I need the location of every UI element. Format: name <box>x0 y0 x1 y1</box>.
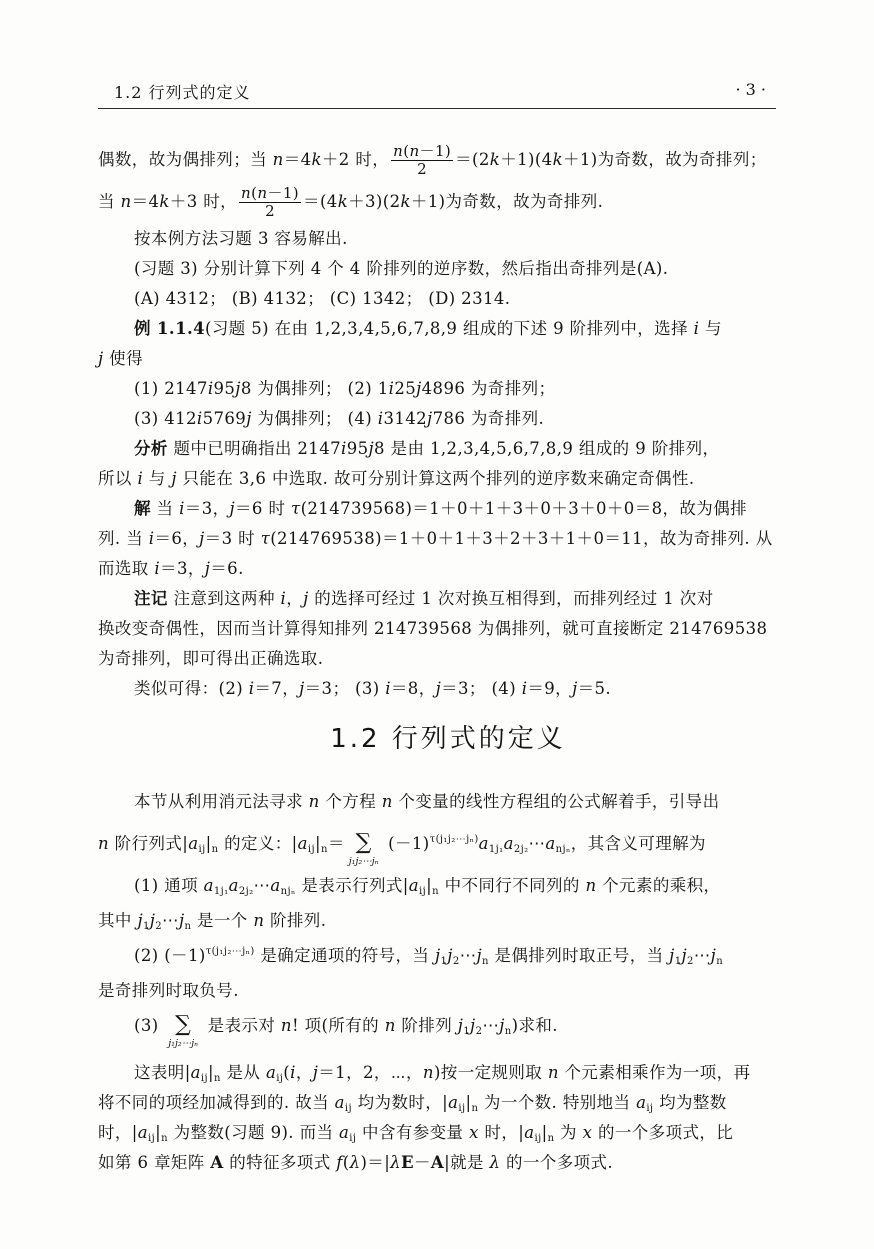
subscript: 1 <box>674 956 682 967</box>
math-symbol: i <box>385 679 391 698</box>
page-number: · 3 · <box>735 80 766 99</box>
text-run: 的特征多项式 <box>223 1153 337 1172</box>
paragraph-line <box>98 906 798 936</box>
text-run: 均为数时，| <box>352 1093 449 1112</box>
text-run: | <box>208 1063 214 1082</box>
math-symbol: i <box>280 589 287 608</box>
math-symbol: i <box>196 409 203 428</box>
text-run: 本节从利用消元法寻求 <box>134 792 309 811</box>
paragraph-line <box>98 976 798 1006</box>
text-run: 3142 <box>383 409 428 428</box>
text-run: 的定义：| <box>218 834 298 853</box>
math-symbol: a <box>297 834 308 853</box>
text-run: ＝9， <box>527 679 573 698</box>
subscript: 2 <box>475 1026 483 1037</box>
bold-text: E <box>401 1153 415 1172</box>
text-run: ＝6， <box>154 529 200 548</box>
bold-text: 解 <box>134 499 151 518</box>
paragraph-line <box>98 284 798 314</box>
paragraph-line <box>98 644 798 674</box>
math-symbol: n <box>272 150 284 169</box>
math-symbol: λ <box>349 1153 361 1172</box>
math-symbol: n <box>422 1063 434 1082</box>
text-run: 阶排列 <box>395 1016 458 1035</box>
text-run: ＝6. <box>210 559 244 578</box>
text-run: 是确定通项的符号，当 <box>254 946 435 965</box>
text-run: ＝3 时 <box>204 529 261 548</box>
summation-index: j₁j₂⋯jₙ <box>348 855 379 867</box>
text-run: 5769 <box>202 409 247 428</box>
text-run: ＋1)为奇数，故为奇排列； <box>562 150 767 169</box>
subscript: n <box>211 844 219 855</box>
math-symbol: i <box>693 319 700 338</box>
paragraph-line <box>98 524 798 554</box>
text-run: 25 <box>394 379 417 398</box>
math-symbol: n <box>120 192 132 211</box>
subscript: n <box>214 1073 221 1084</box>
paragraph-line <box>98 344 798 374</box>
text-run: ＝4 <box>131 192 160 211</box>
text-run: 为 <box>554 1123 583 1142</box>
text-run: 中不同行不同列的 <box>438 876 586 895</box>
text-run: 当 <box>98 192 121 211</box>
math-symbol: i <box>179 499 185 518</box>
math-symbol: j <box>434 946 441 965</box>
math-symbol: j <box>368 439 375 458</box>
text-run: 4896 为奇排列； <box>421 379 556 398</box>
text-run: 注意到这两种 <box>167 589 281 608</box>
text-run: 个变量的线性方程组的公式解着手，引导出 <box>392 792 720 811</box>
text-run: (1) 通项 <box>134 876 204 895</box>
text-run: 95 <box>346 439 369 458</box>
paragraph-line <box>98 782 798 822</box>
text-run: ＝ <box>327 834 345 853</box>
math-symbol: a <box>203 876 214 895</box>
text-run: 只能在 3,6 中选取. 故可分别计算这两个排列的逆序数来确定奇偶性. <box>176 469 695 488</box>
text-run: ( <box>342 1153 350 1172</box>
text-run: | <box>541 1123 548 1142</box>
math-symbol: j <box>476 946 483 965</box>
text-run: (－1) <box>382 834 430 853</box>
math-symbol: j <box>427 409 433 428</box>
text-run: (2) (－1) <box>134 946 206 965</box>
math-symbol: τ <box>260 529 271 548</box>
subscript: 2 <box>155 921 163 932</box>
text-run: 换改变奇偶性，因而当计算得知排列 214739568 为偶排列，就可直接断定 214769538 <box>98 619 768 638</box>
math-symbol: k <box>159 192 170 211</box>
text-run: 是奇排列时取负号. <box>98 981 239 1000</box>
paragraph-line <box>98 1058 798 1088</box>
math-symbol: a <box>503 834 514 853</box>
math-symbol: n <box>384 1016 396 1035</box>
subscript: ij <box>458 1103 466 1114</box>
math-symbol: j <box>171 469 177 488</box>
paragraph-line <box>98 674 798 704</box>
bold-text: A <box>430 1153 445 1172</box>
summation-symbol: ∑ j₁j₂⋯jₙ <box>349 832 379 870</box>
math-symbol: λ <box>390 1153 402 1172</box>
math-symbol: k <box>489 150 501 169</box>
subscript: ij <box>646 1103 654 1114</box>
solution-line <box>98 494 798 524</box>
text-run: 为奇排列，即可得出正确选取. <box>98 649 324 668</box>
subscript: n <box>432 886 439 897</box>
text-run: ⋯ <box>528 834 546 853</box>
math-symbol: j <box>137 911 143 930</box>
text-run: 题中已明确指出 2147 <box>167 439 341 458</box>
subscript: njₙ <box>280 886 296 897</box>
math-symbol: j <box>681 946 687 965</box>
text-run: 是表示行列式| <box>295 876 409 895</box>
text-run: ， <box>286 589 304 608</box>
text-run: )按一定规则取 <box>433 1063 548 1082</box>
math-symbol: a <box>265 1063 277 1082</box>
text-run: |就是 <box>444 1153 490 1172</box>
math-symbol: i <box>207 379 214 398</box>
text-run: ⋯ <box>162 911 179 930</box>
fraction <box>391 143 453 178</box>
text-run: ＝1，2，⋯， <box>318 1063 423 1082</box>
subscript: ij <box>344 1103 352 1114</box>
math-symbol: j <box>199 529 205 548</box>
text-run: 阶行列式| <box>109 834 189 853</box>
paragraph-line <box>98 1148 798 1178</box>
math-symbol: j <box>470 1016 476 1035</box>
subscript: n <box>184 921 192 932</box>
math-symbol: a <box>137 1123 149 1142</box>
math-symbol: f <box>336 1153 343 1172</box>
math-symbol: i <box>521 679 528 698</box>
text-run: (1) 2147 <box>134 379 208 398</box>
text-run: ＝3； (3) <box>304 679 386 698</box>
fraction <box>239 185 301 220</box>
example-heading-line <box>98 314 798 344</box>
subscript: 1 <box>440 956 448 967</box>
math-symbol: n <box>98 834 110 853</box>
text-run: 为偶排列； (4) <box>251 409 378 428</box>
subscript: ij <box>349 1133 357 1144</box>
paragraph-line <box>98 464 798 494</box>
text-run: 个元素相乘作为一项，再 <box>558 1063 751 1082</box>
math-symbol: j <box>447 946 453 965</box>
text-run: ＋2 时， <box>321 150 390 169</box>
math-symbol: i <box>148 529 155 548</box>
text-run: 与 <box>699 319 722 338</box>
text-run: 将不同的项经加减得到的. 故当 <box>98 1093 335 1112</box>
text-run: 786 为奇排列. <box>432 409 545 428</box>
math-symbol: j <box>178 911 185 930</box>
text-run: ＋1)为奇数，故为奇排列. <box>410 192 604 211</box>
math-symbol: a <box>339 1123 350 1142</box>
text-run: 其中 <box>98 911 138 930</box>
subscript: n <box>482 956 489 967</box>
fraction-denominator: 2 <box>265 202 276 220</box>
superscript: τ(j₁j₂⋯jₙ) <box>205 946 255 957</box>
text-run: 而选取 <box>98 559 155 578</box>
text-run: ＝3， <box>160 559 205 578</box>
subscript: ij <box>200 1073 209 1084</box>
subscript: n <box>320 844 328 855</box>
math-symbol: a <box>190 1063 201 1082</box>
math-symbol: i <box>341 439 347 458</box>
fraction-denominator: 2 <box>417 160 428 178</box>
math-symbol: n <box>381 792 393 811</box>
section-heading: 1.2 行列式的定义 <box>330 724 566 754</box>
math-symbol: i <box>290 1063 296 1082</box>
text-run: | <box>426 876 433 895</box>
math-symbol: x <box>582 1123 593 1142</box>
text-run: ＝4 <box>283 150 312 169</box>
text-run: (3) <box>134 1016 165 1035</box>
subscript: 2 <box>686 956 694 967</box>
text-run: 如第 6 章矩阵 <box>98 1153 211 1172</box>
subscript: n <box>547 1133 555 1144</box>
summation-line <box>98 1006 798 1058</box>
fraction-numerator: n(n－1) <box>393 142 452 160</box>
paragraph-line <box>98 224 798 254</box>
text-run: ＝8， <box>390 679 436 698</box>
text-run: 是偶排列时取正号，当 <box>488 946 670 965</box>
text-run: ( <box>283 1063 291 1082</box>
math-symbol: n <box>280 1016 292 1035</box>
subscript: ij <box>276 1073 284 1084</box>
subscript: 2j₂ <box>513 844 529 855</box>
math-symbol: i <box>154 559 161 578</box>
paragraph-line <box>98 866 798 906</box>
text-run: 与 <box>143 469 172 488</box>
text-run: ＝6 时 <box>235 499 292 518</box>
text-run: 8 是由 1,2,3,4,5,6,7,8,9 组成的 9 阶排列， <box>374 439 720 458</box>
paragraph-line <box>98 554 798 584</box>
text-run: ＝(2 <box>455 150 490 169</box>
math-symbol: j <box>149 911 156 930</box>
math-symbol: k <box>311 150 322 169</box>
text-run: 8 为偶排列； (2) 1 <box>240 379 389 398</box>
math-symbol: n <box>585 876 597 895</box>
math-symbol: j <box>246 409 252 428</box>
math-symbol: a <box>524 1123 535 1142</box>
math-symbol: a <box>478 834 489 853</box>
spacer <box>98 774 798 782</box>
text-run: 为整数(习题 9). 而当 <box>167 1123 340 1142</box>
text-run: )＝| <box>360 1153 391 1172</box>
text-run: (习题 5) 在由 1,2,3,4,5,6,7,8,9 组成的下述 9 阶排列中，选择 <box>204 319 694 338</box>
header-section-title: 1.2 行列式的定义 <box>114 83 251 102</box>
subscript: njₙ <box>555 844 571 855</box>
text-run: － <box>414 1153 431 1172</box>
math-symbol: k <box>337 192 349 211</box>
subscript: 2j₂ <box>238 886 254 897</box>
math-symbol: i <box>388 379 395 398</box>
text-run: 的选择可经过 1 次对换互相得到，而排列经过 1 次对 <box>308 589 714 608</box>
math-symbol: n <box>308 792 320 811</box>
math-symbol: τ <box>291 499 301 518</box>
math-symbol: n <box>253 911 265 930</box>
subscript: ij <box>148 1133 156 1144</box>
subscript: 1j₁ <box>488 844 504 855</box>
bold-text: 例 1.1.4 <box>134 319 205 338</box>
text-run: ⋯ <box>482 1016 500 1035</box>
analysis-line <box>98 434 798 464</box>
math-symbol: a <box>228 876 239 895</box>
math-symbol: j <box>204 559 211 578</box>
text-run: 是从 <box>220 1063 266 1082</box>
subscript: 2 <box>452 956 460 967</box>
superscript: τ(j₁j₂⋯jₙ) <box>429 834 479 845</box>
text-run: ⋯ <box>459 946 477 965</box>
math-symbol: a <box>448 1093 459 1112</box>
math-symbol: x <box>469 1123 479 1142</box>
text-run: 中含有参变量 <box>356 1123 470 1142</box>
text-run: 为一个数. 特别地当 <box>478 1093 637 1112</box>
text-run: ＝5. <box>577 679 612 698</box>
text-run: | <box>205 834 212 853</box>
math-symbol: j <box>303 589 309 608</box>
math-symbol: j <box>710 946 717 965</box>
text-run: 是一个 <box>191 911 254 930</box>
text-run: 阶排列. <box>264 911 327 930</box>
text-run: ，其含义可理解为 <box>570 834 706 853</box>
definition-formula-line <box>98 822 798 866</box>
text-run: 这表明| <box>134 1063 191 1082</box>
math-symbol: a <box>545 834 556 853</box>
text-run: ＋3)(2 <box>348 192 401 211</box>
text-run: ＝(4 <box>303 192 338 211</box>
math-symbol: j <box>669 946 675 965</box>
text-run: 所以 <box>98 469 138 488</box>
subscript: ij <box>307 844 315 855</box>
text-run: (214739568)＝1＋0＋1＋3＋0＋3＋0＋0＝8，故为偶排 <box>300 499 747 518</box>
math-symbol: j <box>312 1063 319 1082</box>
text-run: ＋3 时， <box>169 192 238 211</box>
math-symbol: j <box>416 379 422 398</box>
text-run: (214769538)＝1＋0＋1＋3＋2＋3＋1＋0＝11，故为奇排列. 从 <box>270 529 773 548</box>
text-run: | <box>465 1093 472 1112</box>
paragraph-line <box>98 180 798 224</box>
subscript: ij <box>534 1133 542 1144</box>
subscript: 1 <box>463 1026 471 1037</box>
page-body <box>98 140 798 1178</box>
remark-line <box>98 584 798 614</box>
running-header <box>98 76 776 109</box>
math-symbol: n <box>547 1063 559 1082</box>
text-run: 当 <box>150 499 180 518</box>
text-run: (3) 412 <box>134 409 197 428</box>
subscript: ij <box>198 844 206 855</box>
text-run: 按本例方法习题 3 容易解出. <box>134 229 348 248</box>
text-run: 个方程 <box>319 792 382 811</box>
bold-text: 分析 <box>134 439 168 458</box>
math-symbol: j <box>499 1016 505 1035</box>
fraction-numerator: n(n－1) <box>241 184 300 202</box>
text-run: 时，| <box>478 1123 525 1142</box>
text-run: )求和. <box>511 1016 558 1035</box>
text-run: 使得 <box>103 349 143 368</box>
text-run: ! 项(所有的 <box>291 1016 385 1035</box>
subscript: n <box>716 956 724 967</box>
math-symbol: k <box>400 192 411 211</box>
math-symbol: j <box>98 349 104 368</box>
paragraph-line <box>98 374 798 404</box>
text-run: 偶数，故为偶排列；当 <box>98 150 273 169</box>
subscript: n <box>471 1103 479 1114</box>
text-run: 列. 当 <box>98 529 149 548</box>
paragraph-line <box>98 140 798 180</box>
summation-symbol: ∑ j₁j₂⋯jₙ <box>168 1014 198 1052</box>
math-symbol: j <box>299 679 305 698</box>
bold-text: 注记 <box>134 589 168 608</box>
text-run: 是表示对 <box>202 1016 281 1035</box>
bold-text: A <box>210 1153 224 1172</box>
text-run: | <box>315 834 321 853</box>
paragraph-line <box>98 254 798 284</box>
text-run: (A) 4312； (B) 4132； (C) 1342； (D) 2314. <box>134 289 511 308</box>
math-symbol: a <box>270 876 281 895</box>
math-symbol: j <box>572 679 578 698</box>
math-symbol: a <box>636 1093 647 1112</box>
text-run: 时，| <box>98 1123 138 1142</box>
text-run: ⋯ <box>253 876 271 895</box>
paragraph-line <box>98 614 798 644</box>
text-run: ， <box>295 1063 313 1082</box>
math-symbol: i <box>248 679 255 698</box>
math-symbol: k <box>552 150 563 169</box>
paragraph-line <box>98 1088 798 1118</box>
text-run: | <box>155 1123 162 1142</box>
math-symbol: j <box>457 1016 464 1035</box>
math-symbol: i <box>137 469 144 488</box>
math-symbol: λ <box>489 1153 501 1172</box>
text-run: ＋1)(4 <box>500 150 553 169</box>
text-run: ＝3， <box>184 499 230 518</box>
text-run: 95 <box>213 379 236 398</box>
subscript: n <box>161 1133 168 1144</box>
text-run: ＝3； (4) <box>441 679 522 698</box>
math-symbol: i <box>377 409 384 428</box>
text-run: ⋯ <box>693 946 711 965</box>
math-symbol: a <box>408 876 420 895</box>
text-run: 类似可得：(2) <box>134 679 249 698</box>
text-run: 的一个多项式，比 <box>592 1123 734 1142</box>
math-symbol: a <box>188 834 199 853</box>
subscript: 1j₁ <box>213 886 229 897</box>
text-run: 的一个多项式. <box>500 1153 614 1172</box>
summation-index: j₁j₂⋯jₙ <box>168 1037 199 1049</box>
subscript: 1 <box>142 921 150 932</box>
text-run: (习题 3) 分别计算下列 4 个 4 阶排列的逆序数，然后指出奇排列是(A). <box>134 259 669 278</box>
paragraph-line <box>98 936 798 976</box>
math-symbol: j <box>435 679 442 698</box>
math-symbol: j <box>235 379 241 398</box>
math-symbol: j <box>229 499 236 518</box>
paragraph-line <box>98 1118 798 1148</box>
text-run: ＝7， <box>254 679 300 698</box>
text-run: 均为整数 <box>653 1093 727 1112</box>
text-run: 个元素的乘积， <box>596 876 721 895</box>
subscript: n <box>504 1026 512 1037</box>
paragraph-line <box>98 404 798 434</box>
subscript: ij <box>419 886 427 897</box>
math-symbol: a <box>334 1093 345 1112</box>
